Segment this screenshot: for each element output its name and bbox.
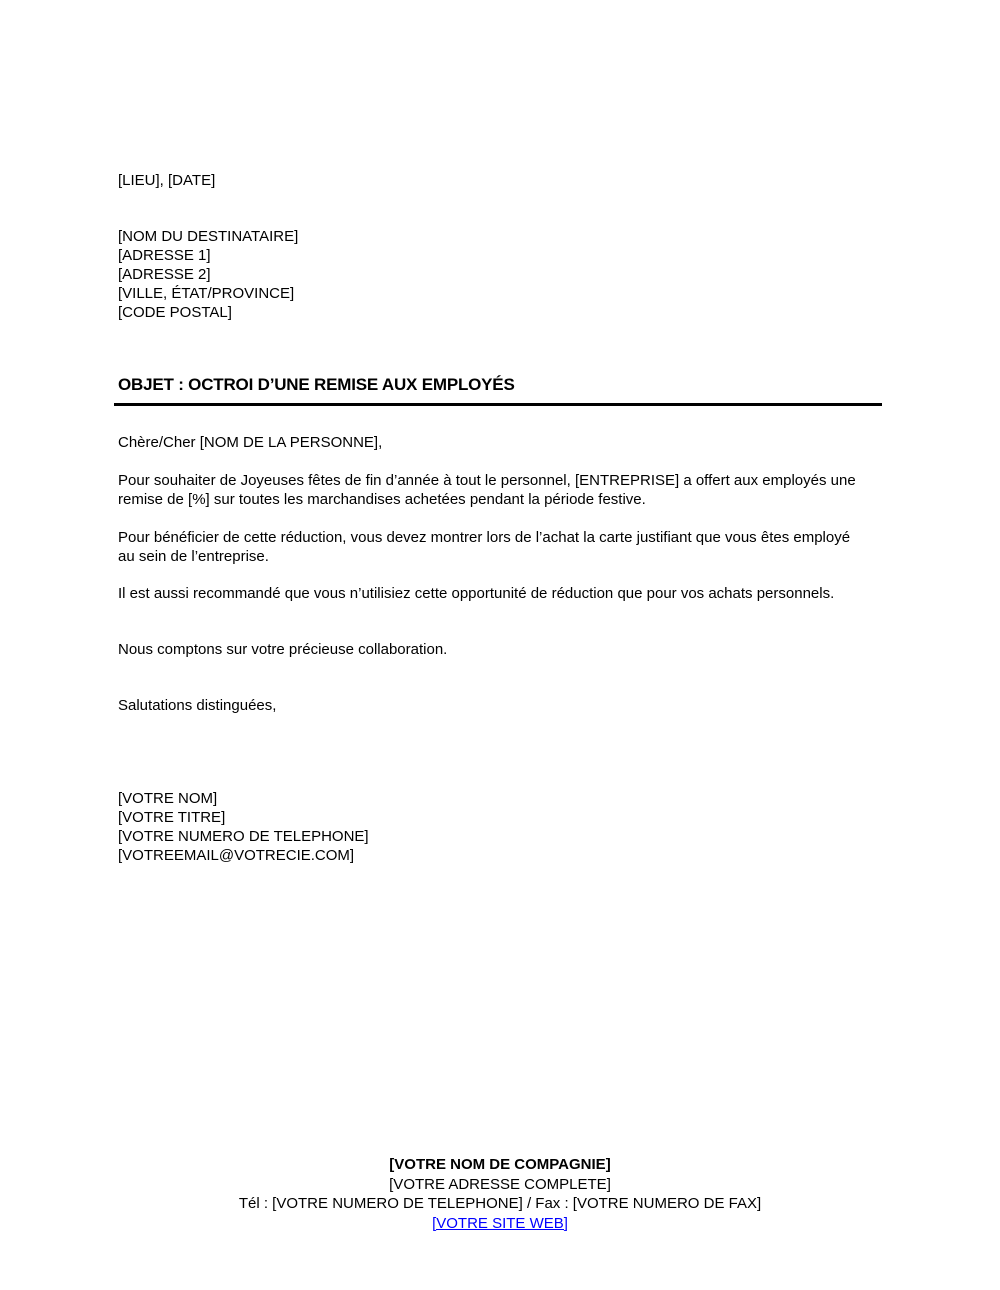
signature-phone-line: [VOTRE NUMERO DE TELEPHONE] [118,828,369,845]
footer-tel-fax-line: Tél : [VOTRE NUMERO DE TELEPHONE] / Fax : [VOTRE NUMERO DE FAX] [238,1195,762,1212]
body-paragraph: Pour souhaiter de Joyeuses fêtes de fin d’année à tout le personnel, [ENTREPRISE] a offert aux employés une remise de [%] sur toutes les marchandises achetées pendant la période festive. [118,472,856,508]
closing-line: Salutations distinguées, [118,697,277,714]
recipient-address2-line: [ADRESSE 2] [118,266,211,283]
footer-company-name: [VOTRE NOM DE COMPAGNIE] [389,1156,611,1173]
recipient-name-line: [NOM DU DESTINATAIRE] [118,228,299,245]
salutation-line: Chère/Cher [NOM DE LA PERSONNE], [118,434,383,451]
footer-company-address: [VOTRE ADRESSE COMPLETE] [389,1175,611,1193]
body-paragraph: Pour bénéficier de cette réduction, vous devez montrer lors de l’achat la carte justifiant que vous êtes employé au sein de l’entreprise. [118,529,851,565]
signature-title-line: [VOTRE TITRE] [118,809,226,826]
date-line: [LIEU], [DATE] [118,172,216,189]
body-paragraph: Nous comptons sur votre précieuse collaboration. [118,641,448,658]
recipient-address-block [118,227,298,322]
recipient-address1-line: [ADRESSE 1] [118,247,211,264]
signature-email-line: [VOTREEMAIL@VOTRECIE.COM] [118,847,355,864]
website-link[interactable]: [VOTRE SITE WEB] [432,1214,568,1232]
signature-name-line: [VOTRE NOM] [118,790,218,807]
recipient-postal-line: [CODE POSTAL] [118,304,232,321]
subject-divider-rule [114,403,882,406]
signature-block [118,789,369,865]
body-paragraph: Il est aussi recommandé que vous n’utilisiez cette opportunité de réduction que pour vos achats personnels. [118,585,835,602]
recipient-city-line: [VILLE, ÉTAT/PROVINCE] [118,285,295,302]
company-footer [0,1155,1000,1233]
subject-heading: OBJET : OCTROI D’UNE REMISE AUX EMPLOYÉS [118,375,515,394]
footer-website-line [0,1214,1000,1234]
